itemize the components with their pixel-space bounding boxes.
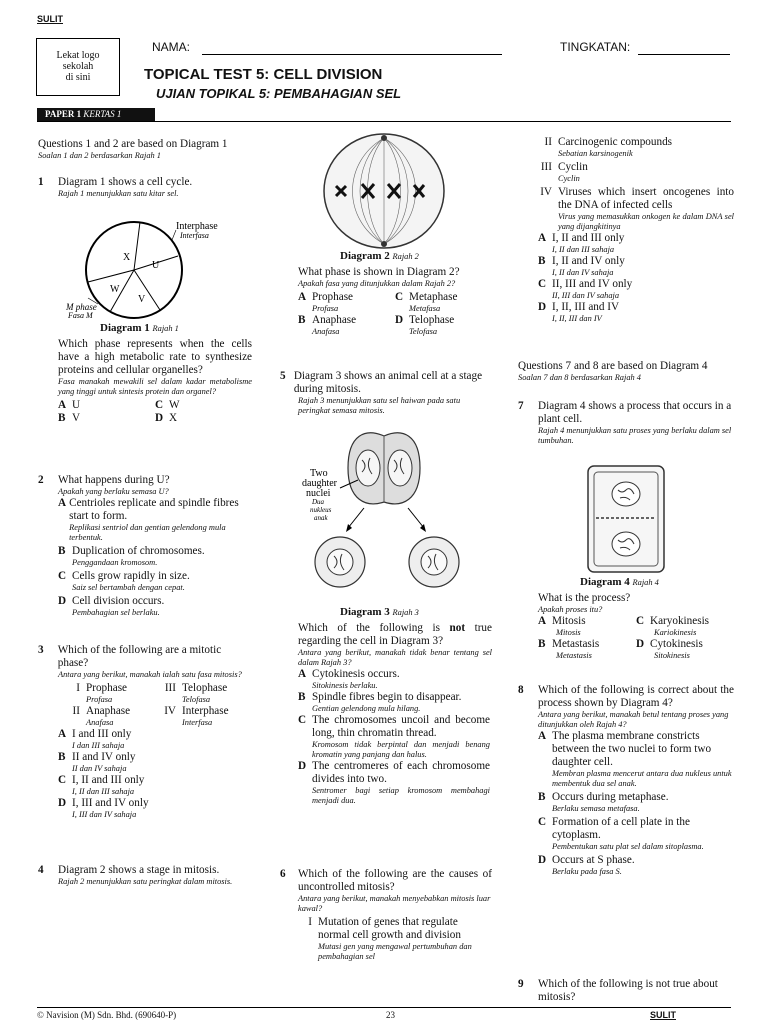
svg-text:anak: anak xyxy=(314,514,328,522)
label-interphase: Interphase xyxy=(176,221,218,232)
page-number: 23 xyxy=(386,1010,395,1020)
q4-option-d[interactable]: D Telophase Telofasa xyxy=(395,314,455,336)
sulit-top: SULIT xyxy=(37,14,63,24)
header-rule xyxy=(37,121,731,122)
q7-option-c[interactable]: C Karyokinesis Kariokinesis xyxy=(636,615,710,637)
q7-option-d[interactable]: D Cytokinesis Sitokinesis xyxy=(636,638,703,660)
q1-option-d[interactable]: D X xyxy=(155,412,178,424)
question-1-stem: Which phase represents when the cells have a high metabolic rate to synthesize proteins and cellular organelles? Fasa manakah mewakili sel dalam kadar metabolisme yang tinggi untuk sintesis protein dan organel? A U C W B V D X xyxy=(58,338,252,424)
cell-cycle-diagram xyxy=(60,212,230,324)
page-title: TOPICAL TEST 5: CELL DIVISION xyxy=(144,66,383,83)
q4-option-c[interactable]: C Metaphase Metafasa xyxy=(395,291,458,313)
question-5-stem: Which of the following is not true regarding the cell in Diagram 3? Antara yang berikut, manakah tidak benar tentang sel dalam Rajah 3? A Cytokinesis occurs. Sitokinesis berlaku. B Spindle fibres begin to disappear. Gentian gelendong mula hilang. C The chromosomes uncoil and become long, thin chromatin thread. Kromosom tidak berpintal dan menjadi benang kromatin yang panjang dan halus. D The centromeres of each chromosome divides into two. Sentromer bagi setiap kromosom membahagi menjadi dua. xyxy=(298,622,492,805)
question-8: 8 Which of the following is correct about the process shown by Diagram 4? Antara yang berikut, manakah betul tentang proses yang ditunjukkan oleh Rajah 4? A The plasma membrane constricts between the two nuclei to form two daughter cell. Membran plasma mencerut antara dua nukleus untuk membentuk dua sel anak. B Occurs during metaphase. Berlaku semasa metafasa. C Formation of a cell plate in the cytoplasm. Pembentukan satu plat sel dalam sitoplasma. D Occurs at S phase. Berlaku pada fasa S. xyxy=(518,684,734,876)
q2-option-c[interactable]: C Cells grow rapidly in size. Saiz sel bertambah dengan cepat. xyxy=(58,570,190,592)
q4-option-b[interactable]: B Anaphase Anafasa xyxy=(298,314,357,336)
logo-box: Lekat logo sekolah di sini xyxy=(36,38,120,96)
question-2: 2 What happens during U? Apakah yang berlaku semasa U? A Centrioles replicate and spindle fibres start to form. Replikasi sentriol dan gentian gelendong mula terbentuk. B Duplication of chromosomes. Penggandaan kromosom. C Cells grow rapidly in size. Saiz sel bertambah dengan cepat. D Cell division occurs. Pembahagian sel berlaku. xyxy=(38,474,252,618)
label-u: U xyxy=(152,260,160,271)
nama-field[interactable] xyxy=(202,54,502,55)
question-1: 1 Diagram 1 shows a cell cycle. Rajah 1 menunjukkan satu kitar sel. xyxy=(38,176,193,198)
q7-option-b[interactable]: B Metastasis Metastasis xyxy=(538,638,600,660)
label-mphase: M phase xyxy=(66,302,97,312)
q8-option-a[interactable]: A The plasma membrane constricts between the two nuclei to form two daughter cell. Membran plasma mencerut antara dua nukleus untuk membentuk dua sel anak. xyxy=(538,730,732,788)
q8-option-b[interactable]: B Occurs during metaphase. Berlaku semasa metafasa. xyxy=(538,791,669,813)
page-subtitle: UJIAN TOPIKAL 5: PEMBAHAGIAN SEL xyxy=(156,86,402,101)
nama-label: NAMA: xyxy=(152,40,191,54)
tingkatan-label: TINGKATAN: xyxy=(560,40,631,54)
svg-text:nuclei: nuclei xyxy=(306,488,331,499)
label-v: V xyxy=(138,294,146,305)
tingkatan-field[interactable] xyxy=(638,54,730,55)
q2-option-b[interactable]: B Duplication of chromosomes. Penggandaan kromosom. xyxy=(58,545,205,567)
question-7: 7 Diagram 4 shows a process that occurs in a plant cell. Rajah 4 menunjukkan satu proses yang berlaku dalam sel tumbuhan. xyxy=(518,400,732,445)
q1-option-a[interactable]: A U xyxy=(58,399,81,411)
q6-option-c[interactable]: C II, III and IV only II, III dan IV sahaja xyxy=(538,278,633,300)
footer-publisher: © Navision (M) Sdn. Bhd. (690640-P) xyxy=(37,1010,177,1020)
q6-option-b[interactable]: B I, II and IV only I, II dan IV sahaja xyxy=(538,255,625,277)
sulit-bottom: SULIT xyxy=(650,1010,676,1020)
q2-option-a[interactable]: A Centrioles replicate and spindle fibres start to form. Replikasi sentriol dan gentian gelendong mula terbentuk. xyxy=(58,497,239,542)
diagram-4-caption: Diagram 4 Rajah 4 xyxy=(580,576,659,588)
q4-option-a[interactable]: A Prophase Profasa xyxy=(298,291,354,313)
question-9: 9 Which of the following is not true about mitosis? xyxy=(518,978,718,1003)
q5-option-b[interactable]: B Spindle fibres begin to disappear. Gentian gelendong mula hilang. xyxy=(298,691,462,713)
q3-option-d[interactable]: D I, III and IV only I, III dan IV sahaja xyxy=(58,797,149,819)
svg-text:Dua: Dua xyxy=(312,498,325,506)
question-5: 5 Diagram 3 shows an animal cell at a stage during mitosis. Rajah 3 menunjukkan satu sel haiwan pada satu peringkat semasa mitosis. xyxy=(280,370,483,415)
diagram-3-caption: Diagram 3 Rajah 3 xyxy=(340,606,419,618)
q5-option-c[interactable]: C The chromosomes uncoil and become long, thin chromatin thread. Kromosom tidak berpintal dan menjadi benang kromatin yang panjang dan halus. xyxy=(298,714,490,759)
q1-option-b[interactable]: B V xyxy=(58,412,81,424)
question-7-stem: What is the process? Apakah proses itu? A Mitosis Mitosis C Karyokinesis Kariokinesis B Metastasis Metastasis D Cytokinesis Sitokinesis xyxy=(538,592,734,661)
diagram-1-caption: Diagram 1 Rajah 1 xyxy=(100,322,179,334)
diagram-2-caption: Diagram 2 Rajah 2 xyxy=(340,250,419,262)
q8-option-d[interactable]: D Occurs at S phase. Berlaku pada fasa S. xyxy=(538,854,635,876)
label-w: W xyxy=(110,284,120,295)
svg-text:Two: Two xyxy=(310,468,328,479)
svg-text:nukleus: nukleus xyxy=(310,506,332,514)
question-4: 4 Diagram 2 shows a stage in mitosis. Rajah 2 menunjukkan satu peringkat dalam mitosis. xyxy=(38,864,233,886)
q5-option-a[interactable]: A Cytokinesis occurs. Sitokinesis berlaku. xyxy=(298,668,400,690)
q3-option-b[interactable]: B II and IV only II dan IV sahaja xyxy=(58,751,136,773)
q2-option-d[interactable]: D Cell division occurs. Pembahagian sel berlaku. xyxy=(58,595,165,617)
q1-option-c[interactable]: C W xyxy=(155,399,180,411)
svg-text:daughter: daughter xyxy=(302,478,337,489)
footer-rule xyxy=(37,1007,731,1008)
intro-q7-q8: Questions 7 and 8 are based on Diagram 4 Soalan 7 dan 8 berdasarkan Rajah 4 xyxy=(518,360,708,382)
label-interfasa: Interfasa xyxy=(180,231,209,240)
paper-badge: PAPER 1 KERTAS 1 xyxy=(37,108,155,121)
question-3: 3 Which of the following are a mitotic phase? Antara yang berikut, manakah ialah satu fasa mitosis? I Prophase Profasa III Telophase Telofasa II Anaphase Anafasa IV Interphase Interfasa A I and III only I dan III sahaja B II and IV only II dan IV sahaja C I, II and III only I, II dan III sahaja D I, III and IV only I, III dan IV sahaja xyxy=(38,644,252,820)
q3-option-c[interactable]: C I, II and III only I, II dan III sahaja xyxy=(58,774,145,796)
q8-option-c[interactable]: C Formation of a cell plate in the cytoplasm. Pembentukan satu plat sel dalam sitoplasma. xyxy=(538,816,704,851)
q6-option-d[interactable]: D I, II, III and IV I, II, III dan IV xyxy=(538,301,620,323)
question-6: 6 Which of the following are the causes of uncontrolled mitosis? Antara yang berikut, manakah menyebabkan mitosis luar kawal? I Mutation of genes that regulate normal cell growth and division Mutasi gen yang mengawal pertumbuhan dan pembahagian sel xyxy=(280,868,492,961)
q5-option-d[interactable]: D The centromeres of each chromosome divides into two. Sentromer bagi setiap kromosom membahagi menjadi dua. xyxy=(298,760,490,805)
q7-option-a[interactable]: A Mitosis Mitosis xyxy=(538,615,586,637)
label-x: X xyxy=(123,252,131,263)
label-fasam: Fasa M xyxy=(68,311,93,320)
column-1: Questions 1 and 2 are based on Diagram 1 Soalan 1 dan 2 berdasarkan Rajah 1 xyxy=(38,138,228,160)
diagram-2-metaphase-cell xyxy=(322,132,446,250)
q6-option-a[interactable]: A I, II and III only I, II dan III sahaja xyxy=(538,232,625,254)
diagram-3-cell-division xyxy=(296,428,476,600)
diagram-4-plant-cell xyxy=(586,464,666,574)
question-4-stem: What phase is shown in Diagram 2? Apakah fasa yang ditunjukkan dalam Rajah 2? A Prophase Profasa C Metaphase Metafasa B Anaphase Anafasa D Telophase Telofasa xyxy=(298,266,492,337)
question-6-continued: II Carcinogenic compounds Sebatian karsinogenik III Cyclin Cyclin IV Viruses which insert oncogenes into the DNA of infected cells Virus yang memasukkan onkogen ke dalam DNA sel yang dijangkitinya A I, II and III only I, II dan III sahaja B I, II and IV only I, II dan IV sahaja C II, III and IV only II, III dan IV sahaja D I, II, III and IV I, II, III dan IV xyxy=(538,136,734,323)
q3-option-a[interactable]: A I and III only I dan III sahaja xyxy=(58,728,132,750)
